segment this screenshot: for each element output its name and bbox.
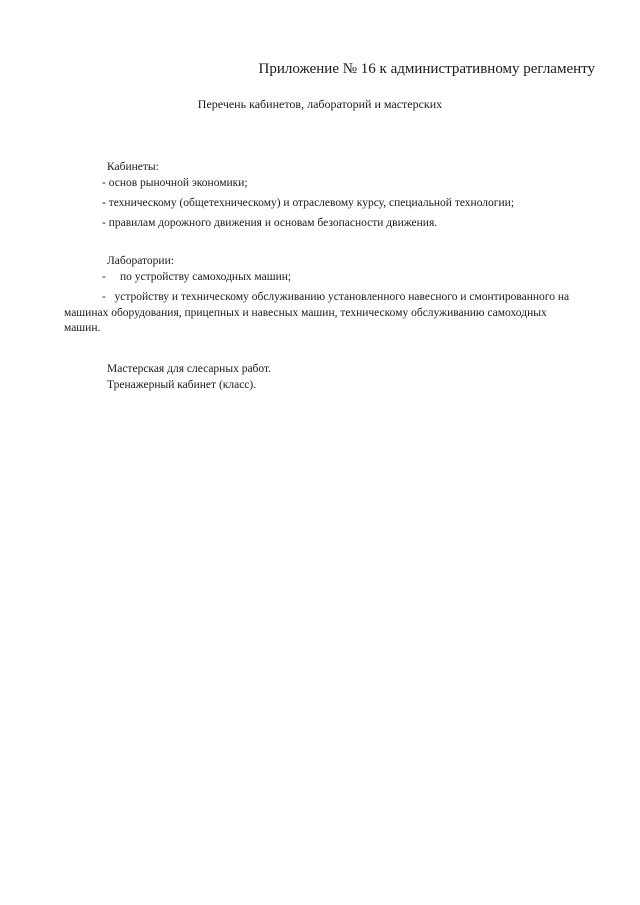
list-dash: - xyxy=(102,271,106,283)
other-section xyxy=(64,361,584,393)
list-item xyxy=(64,269,584,285)
list-item-text: устройству и техническому обслуживанию установленного навесного и смонтированного на машинах оборудования, прицепных и навесных машин, техническому обслуживанию самоходных машин. xyxy=(64,291,570,334)
laboratories-heading: Лаборатории: xyxy=(107,255,174,267)
list-item: - основ рыночной экономики; xyxy=(102,177,248,189)
appendix-header: Приложение № 16 к административному регламенту xyxy=(258,61,595,77)
document-title: Перечень кабинетов, лабораторий и мастерских xyxy=(197,97,443,111)
list-item: - правилам дорожного движения и основам безопасности движения. xyxy=(102,217,438,229)
list-item xyxy=(64,290,584,337)
workshop-item: Мастерская для слесарных работ. xyxy=(107,363,272,375)
cabinets-heading: Кабинеты: xyxy=(107,161,159,173)
list-item: - техническому (общетехническому) и отраслевому курсу, специальной технологии; xyxy=(102,197,515,209)
cabinets-section xyxy=(64,159,584,231)
laboratories-section xyxy=(64,253,584,337)
list-item-text: по устройству самоходных машин; xyxy=(120,271,292,283)
simulator-item: Тренажерный кабинет (класс). xyxy=(107,379,257,391)
list-dash: - xyxy=(102,291,106,303)
